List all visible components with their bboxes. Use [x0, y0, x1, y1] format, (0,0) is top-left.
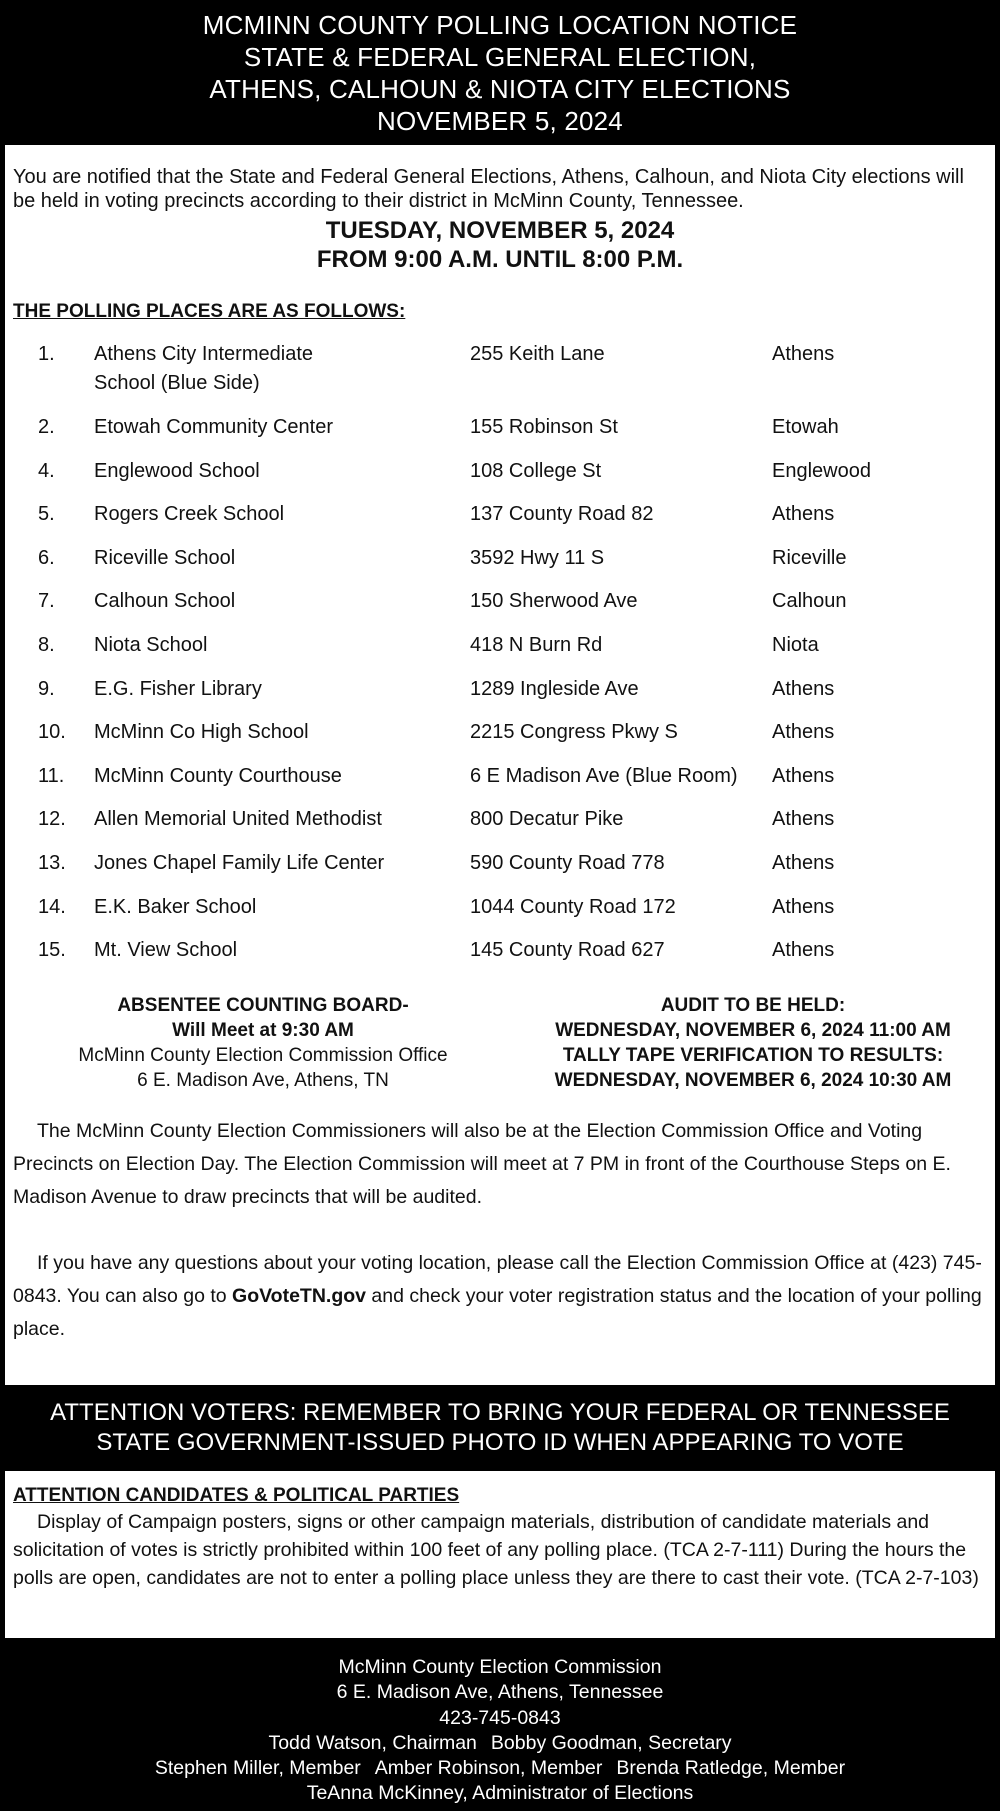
place-address: 145 County Road 627	[470, 939, 665, 962]
footer-phone: 423-745-0843	[439, 1706, 561, 1729]
questions-paragraph	[13, 1247, 987, 1346]
place-city: Athens	[772, 939, 835, 962]
polling-places-list	[13, 340, 987, 980]
place-name: E.G. Fisher Library	[94, 677, 262, 700]
place-name: Allen Memorial United Methodist	[94, 808, 382, 831]
place-number: 1.	[38, 343, 55, 365]
list-item	[13, 762, 987, 806]
list-item	[13, 805, 987, 849]
absentee-time: Will Meet at 9:30 AM	[172, 1019, 354, 1041]
place-address: 137 County Road 82	[470, 503, 654, 526]
header-line-4: NOVEMBER 5, 2024	[377, 106, 623, 136]
place-name: Rogers Creek School	[94, 503, 285, 526]
place-number: 9.	[38, 677, 55, 700]
place-city: Englewood	[772, 459, 871, 482]
candidates-heading: ATTENTION CANDIDATES & POLITICAL PARTIES	[13, 1485, 460, 1506]
footer-member-1: Stephen Miller, Member	[154, 1757, 361, 1780]
place-city: Athens	[772, 503, 835, 526]
place-city: Athens	[772, 808, 835, 831]
absentee-location: McMinn County Election Commission Office	[78, 1044, 448, 1066]
banner-line-1: ATTENTION VOTERS: REMEMBER TO BRING YOUR FEDERAL OR TENNESSEE	[50, 1399, 950, 1426]
footer-org: McMinn County Election Commission	[338, 1656, 662, 1678]
govotetn-link[interactable]: GoVoteTN.gov	[232, 1284, 366, 1307]
list-item	[13, 587, 987, 631]
place-number: 14.	[38, 895, 66, 918]
candidates-panel	[5, 1471, 995, 1638]
banner-line-2: STATE GOVERNMENT-ISSUED PHOTO ID WHEN APPEARING TO VOTE	[96, 1429, 904, 1456]
audit-heading: AUDIT TO BE HELD:	[660, 994, 846, 1016]
place-city: Athens	[772, 721, 835, 744]
polling-places-heading: THE POLLING PLACES ARE AS FOLLOWS:	[13, 301, 406, 322]
place-name: McMinn Co High School	[94, 721, 309, 744]
election-date-block	[13, 216, 987, 274]
place-city: Calhoun	[772, 590, 847, 613]
place-number: 15.	[38, 939, 66, 962]
place-name: McMinn County Courthouse	[94, 764, 342, 787]
place-number: 4.	[38, 459, 55, 482]
place-city: Niota	[772, 633, 819, 656]
place-address: 2215 Congress Pkwy S	[470, 721, 678, 744]
list-item	[13, 413, 987, 457]
place-address: 1289 Ingleside Ave	[470, 677, 639, 700]
place-city: Etowah	[772, 416, 839, 438]
place-number: 12.	[38, 808, 66, 831]
place-city: Athens	[772, 895, 835, 918]
place-number: 8.	[38, 633, 55, 656]
list-item	[13, 544, 987, 588]
footer-member-2: Amber Robinson, Member	[374, 1757, 603, 1780]
place-number: 2.	[38, 416, 55, 438]
list-item	[13, 893, 987, 937]
place-name: Jones Chapel Family Life Center	[94, 851, 385, 874]
tally-date: WEDNESDAY, NOVEMBER 6, 2024 10:30 AM	[554, 1069, 952, 1091]
list-item	[13, 340, 987, 413]
place-name: Mt. View School	[94, 939, 238, 962]
footer-administrator: TeAnna McKinney, Administrator of Elections	[306, 1782, 694, 1805]
place-address: 108 College St	[470, 459, 602, 482]
place-name: Calhoun School	[94, 590, 236, 613]
header-line-1: MCMINN COUNTY POLLING LOCATION NOTICE	[202, 10, 798, 40]
tally-heading: TALLY TAPE VERIFICATION TO RESULTS:	[562, 1044, 944, 1066]
audit-date: WEDNESDAY, NOVEMBER 6, 2024 11:00 AM	[555, 1019, 951, 1041]
place-address: 418 N Burn Rd	[470, 633, 603, 656]
place-name: Etowah Community Center	[94, 416, 333, 438]
list-item	[13, 936, 987, 980]
place-address: 6 E Madison Ave (Blue Room)	[470, 764, 738, 787]
commission-note: The McMinn County Election Commissioners will also be at the Election Commission Office and Voting Precincts on Election Day. The Election Commission will meet at 7 PM in front of the Courthouse Steps on E. Madison Avenue to draw precincts that will be audited.	[13, 1119, 951, 1208]
photo-id-banner	[0, 1385, 1000, 1471]
place-number: 5.	[38, 503, 55, 526]
place-city: Athens	[772, 677, 835, 700]
audit-info	[510, 993, 996, 1093]
footer-officers	[0, 1731, 1000, 1756]
place-number: 10.	[38, 721, 66, 744]
place-address: 800 Decatur Pike	[470, 808, 624, 831]
place-number: 11.	[38, 764, 65, 787]
place-name: Niota School	[94, 633, 208, 656]
place-city: Riceville	[772, 546, 847, 569]
place-name: Englewood School	[94, 459, 260, 482]
place-city: Athens	[772, 851, 835, 874]
place-address: 590 County Road 778	[470, 851, 665, 874]
footer-members	[0, 1756, 1000, 1781]
list-item	[13, 457, 987, 501]
absentee-heading: ABSENTEE COUNTING BOARD-	[117, 994, 409, 1016]
candidates-text: Display of Campaign posters, signs or other campaign materials, distribution of candidate materials and solicitation of votes is strictly prohibited within 100 feet of any polling place. (TCA 2-7-111) During the hours the polls are open, candidates are not to enter a polling place unless they are there to cast their vote. (TCA 2-7-103)	[13, 1511, 979, 1589]
place-address: 3592 Hwy 11 S	[470, 546, 605, 569]
list-item	[13, 500, 987, 544]
place-city: Athens	[772, 343, 835, 365]
place-address: 1044 County Road 172	[470, 895, 676, 918]
absentee-address: 6 E. Madison Ave, Athens, TN	[137, 1069, 389, 1091]
place-number: 13.	[38, 851, 66, 874]
footer-secretary: Bobby Goodman, Secretary	[490, 1731, 732, 1754]
commission-footer	[0, 1638, 1000, 1807]
main-panel	[5, 145, 995, 1385]
notice-header	[0, 0, 1000, 145]
place-address: 155 Robinson St	[470, 416, 618, 438]
list-item	[13, 631, 987, 675]
header-line-2: STATE & FEDERAL GENERAL ELECTION,	[243, 42, 757, 72]
intro-text: You are notified that the State and Federal General Elections, Athens, Calhoun, and Niota City elections will be held in voting precincts according to their district in McMinn County, Tennessee.	[13, 166, 964, 212]
list-item	[13, 675, 987, 719]
footer-member-3: Brenda Ratledge, Member	[616, 1757, 846, 1780]
place-number: 6.	[38, 546, 55, 569]
list-item	[13, 718, 987, 762]
footer-address: 6 E. Madison Ave, Athens, Tennessee	[336, 1681, 664, 1704]
header-line-3: ATHENS, CALHOUN & NIOTA CITY ELECTIONS	[209, 74, 791, 104]
place-name-line-2: School (Blue Side)	[94, 372, 260, 394]
list-item	[13, 849, 987, 893]
place-city: Athens	[772, 764, 835, 787]
boards-section	[13, 993, 987, 1093]
questions-text-after: and check your voter registration status and the location of your polling place.	[13, 1284, 982, 1340]
place-name: Riceville School	[94, 546, 236, 569]
place-number: 7.	[38, 590, 55, 613]
place-name	[94, 340, 434, 398]
election-hours: FROM 9:00 A.M. UNTIL 8:00 P.M.	[316, 246, 684, 273]
place-address: 255 Keith Lane	[470, 343, 605, 365]
place-name-line-1: Athens City Intermediate	[94, 343, 313, 365]
election-date: TUESDAY, NOVEMBER 5, 2024	[325, 217, 675, 244]
absentee-board	[28, 993, 498, 1093]
questions-text-before: If you have any questions about your voting location, please call the Election Commission Office at (423) 745-0843. You can also go to	[13, 1251, 982, 1307]
place-address: 150 Sherwood Ave	[470, 590, 638, 613]
place-name: E.K. Baker School	[94, 895, 257, 918]
footer-chairman: Todd Watson, Chairman	[268, 1731, 477, 1754]
